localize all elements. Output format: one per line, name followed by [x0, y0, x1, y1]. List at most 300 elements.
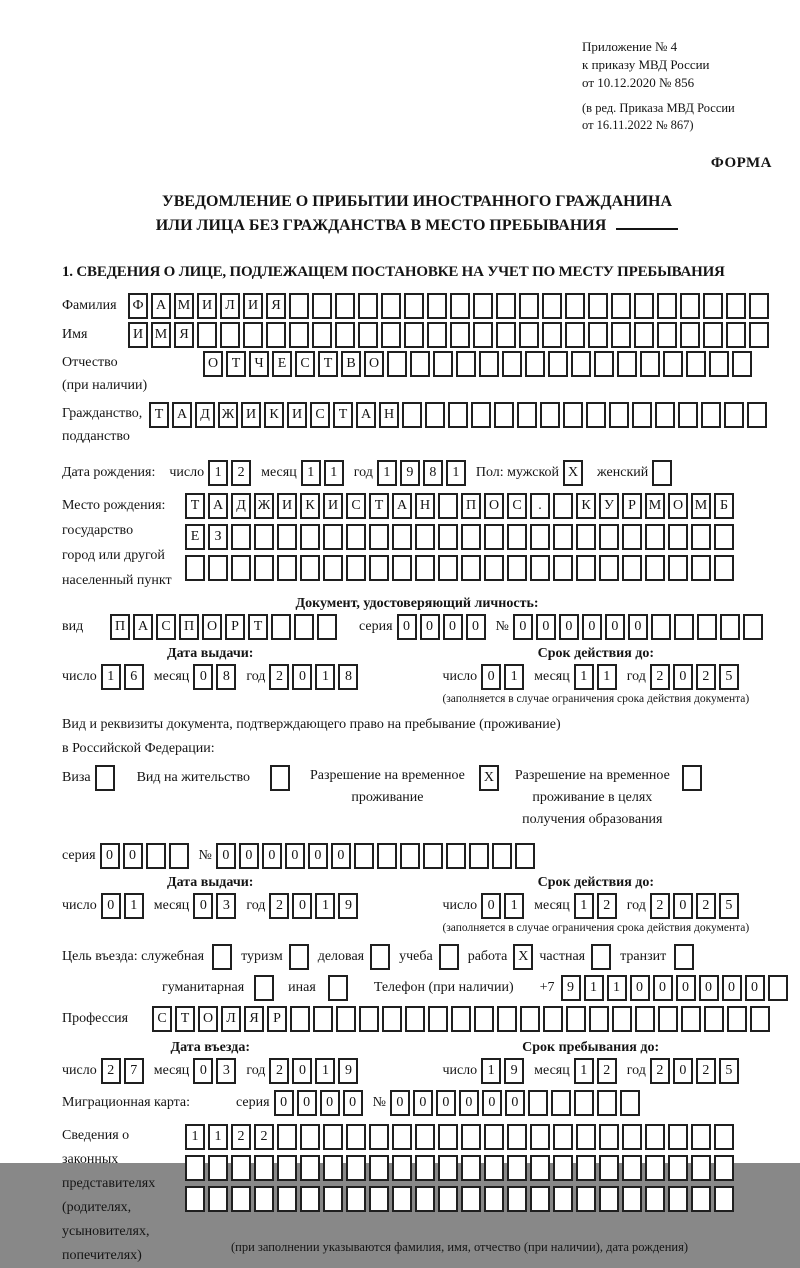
char-cell[interactable]: Я	[266, 293, 286, 319]
char-cell[interactable]: 1	[315, 664, 335, 690]
char-cell[interactable]	[289, 322, 309, 348]
char-cell[interactable]	[461, 555, 481, 581]
char-cell[interactable]	[439, 944, 459, 970]
char-cell[interactable]: 7	[124, 1058, 144, 1084]
sex-male-checkbox[interactable]	[563, 460, 583, 486]
char-cell[interactable]: 0	[292, 664, 312, 690]
char-cell[interactable]: М	[645, 493, 665, 519]
char-cell[interactable]: Л	[221, 1006, 241, 1032]
char-cell[interactable]: 2	[650, 664, 670, 690]
char-cell[interactable]: X	[479, 765, 499, 791]
char-cell[interactable]: 0	[653, 975, 673, 1001]
char-cell[interactable]	[317, 614, 337, 640]
char-cell[interactable]: Я	[174, 322, 194, 348]
char-cell[interactable]: А	[172, 402, 192, 428]
char-cell[interactable]: 1	[185, 1124, 205, 1150]
char-cell[interactable]	[231, 555, 251, 581]
char-cell[interactable]	[589, 1006, 609, 1032]
char-cell[interactable]: Т	[318, 351, 338, 377]
char-cell[interactable]	[599, 1186, 619, 1212]
citizenship-boxes[interactable]	[149, 402, 767, 428]
char-cell[interactable]	[691, 1155, 711, 1181]
char-cell[interactable]	[565, 293, 585, 319]
char-cell[interactable]	[208, 1155, 228, 1181]
char-cell[interactable]	[369, 555, 389, 581]
char-cell[interactable]: 0	[292, 1058, 312, 1084]
char-cell[interactable]	[300, 1124, 320, 1150]
char-cell[interactable]: 0	[505, 1090, 525, 1116]
char-cell[interactable]: 5	[719, 893, 739, 919]
representatives-boxes-2[interactable]	[185, 1155, 734, 1181]
char-cell[interactable]: О	[202, 614, 222, 640]
char-cell[interactable]	[655, 402, 675, 428]
char-cell[interactable]	[335, 293, 355, 319]
char-cell[interactable]: 9	[338, 893, 358, 919]
char-cell[interactable]: 0	[673, 1058, 693, 1084]
char-cell[interactable]	[415, 555, 435, 581]
entry-year-boxes[interactable]	[269, 1058, 358, 1084]
char-cell[interactable]: В	[341, 351, 361, 377]
char-cell[interactable]: 8	[338, 664, 358, 690]
char-cell[interactable]	[727, 1006, 747, 1032]
char-cell[interactable]	[576, 1124, 596, 1150]
char-cell[interactable]: 1	[504, 893, 524, 919]
char-cell[interactable]	[410, 351, 430, 377]
char-cell[interactable]: 1	[208, 460, 228, 486]
char-cell[interactable]: 1	[574, 893, 594, 919]
name-boxes[interactable]	[128, 322, 769, 348]
char-cell[interactable]	[336, 1006, 356, 1032]
char-cell[interactable]	[553, 493, 573, 519]
char-cell[interactable]: 0	[699, 975, 719, 1001]
char-cell[interactable]	[473, 322, 493, 348]
char-cell[interactable]	[566, 1006, 586, 1032]
char-cell[interactable]	[681, 1006, 701, 1032]
char-cell[interactable]	[428, 1006, 448, 1032]
char-cell[interactable]: А	[208, 493, 228, 519]
char-cell[interactable]: 8	[216, 664, 236, 690]
char-cell[interactable]	[328, 975, 348, 1001]
char-cell[interactable]	[461, 1124, 481, 1150]
char-cell[interactable]	[377, 843, 397, 869]
char-cell[interactable]	[438, 493, 458, 519]
char-cell[interactable]	[553, 524, 573, 550]
char-cell[interactable]	[438, 1186, 458, 1212]
char-cell[interactable]: 0	[297, 1090, 317, 1116]
char-cell[interactable]	[425, 402, 445, 428]
char-cell[interactable]: Л	[220, 293, 240, 319]
char-cell[interactable]: С	[507, 493, 527, 519]
char-cell[interactable]	[404, 293, 424, 319]
char-cell[interactable]: С	[310, 402, 330, 428]
char-cell[interactable]	[551, 1090, 571, 1116]
char-cell[interactable]: 0	[582, 614, 602, 640]
birth-year-boxes[interactable]	[377, 460, 466, 486]
char-cell[interactable]: 0	[413, 1090, 433, 1116]
purpose-business-checkbox[interactable]	[370, 944, 390, 970]
char-cell[interactable]	[680, 293, 700, 319]
char-cell[interactable]: Ч	[249, 351, 269, 377]
char-cell[interactable]	[576, 1186, 596, 1212]
char-cell[interactable]: 0	[285, 843, 305, 869]
char-cell[interactable]: 1	[481, 1058, 501, 1084]
char-cell[interactable]	[254, 1155, 274, 1181]
char-cell[interactable]	[402, 402, 422, 428]
char-cell[interactable]	[720, 614, 740, 640]
char-cell[interactable]: 1	[584, 975, 604, 1001]
char-cell[interactable]	[576, 555, 596, 581]
char-cell[interactable]: 1	[301, 460, 321, 486]
purpose-transit-checkbox[interactable]	[674, 944, 694, 970]
birth-place-boxes-3[interactable]	[185, 555, 734, 581]
char-cell[interactable]	[254, 555, 274, 581]
char-cell[interactable]: 0	[343, 1090, 363, 1116]
char-cell[interactable]: Т	[369, 493, 389, 519]
char-cell[interactable]	[704, 1006, 724, 1032]
char-cell[interactable]	[243, 322, 263, 348]
char-cell[interactable]: 3	[216, 893, 236, 919]
char-cell[interactable]	[146, 843, 166, 869]
purpose-work-checkbox[interactable]	[513, 944, 533, 970]
char-cell[interactable]: О	[364, 351, 384, 377]
char-cell[interactable]	[663, 351, 683, 377]
char-cell[interactable]	[686, 351, 706, 377]
char-cell[interactable]	[640, 351, 660, 377]
char-cell[interactable]: 0	[262, 843, 282, 869]
char-cell[interactable]	[461, 1155, 481, 1181]
char-cell[interactable]: К	[576, 493, 596, 519]
char-cell[interactable]: X	[513, 944, 533, 970]
patronymic-boxes[interactable]	[203, 351, 752, 377]
char-cell[interactable]	[599, 1155, 619, 1181]
char-cell[interactable]	[724, 402, 744, 428]
char-cell[interactable]	[208, 1186, 228, 1212]
char-cell[interactable]	[185, 1155, 205, 1181]
char-cell[interactable]: 2	[269, 893, 289, 919]
char-cell[interactable]: М	[174, 293, 194, 319]
char-cell[interactable]	[732, 351, 752, 377]
char-cell[interactable]: Т	[248, 614, 268, 640]
residence-issue-day-boxes[interactable]	[101, 893, 144, 919]
char-cell[interactable]: 2	[696, 1058, 716, 1084]
char-cell[interactable]	[254, 524, 274, 550]
char-cell[interactable]	[714, 1186, 734, 1212]
char-cell[interactable]: Ф	[128, 293, 148, 319]
char-cell[interactable]	[197, 322, 217, 348]
char-cell[interactable]: Ж	[254, 493, 274, 519]
stay-year-boxes[interactable]	[650, 1058, 739, 1084]
char-cell[interactable]	[323, 1155, 343, 1181]
char-cell[interactable]	[231, 1186, 251, 1212]
char-cell[interactable]	[714, 1124, 734, 1150]
char-cell[interactable]	[484, 524, 504, 550]
char-cell[interactable]	[323, 1124, 343, 1150]
char-cell[interactable]	[438, 524, 458, 550]
char-cell[interactable]	[212, 944, 232, 970]
char-cell[interactable]: Т	[226, 351, 246, 377]
char-cell[interactable]	[548, 351, 568, 377]
char-cell[interactable]	[678, 402, 698, 428]
char-cell[interactable]: 1	[315, 1058, 335, 1084]
char-cell[interactable]: Б	[714, 493, 734, 519]
char-cell[interactable]	[369, 1155, 389, 1181]
entry-day-boxes[interactable]	[101, 1058, 144, 1084]
char-cell[interactable]: 2	[696, 893, 716, 919]
char-cell[interactable]	[289, 293, 309, 319]
char-cell[interactable]: Д	[195, 402, 215, 428]
doc-issue-month-boxes[interactable]	[193, 664, 236, 690]
char-cell[interactable]	[507, 1155, 527, 1181]
char-cell[interactable]: П	[179, 614, 199, 640]
char-cell[interactable]	[438, 1155, 458, 1181]
char-cell[interactable]	[530, 555, 550, 581]
stay-month-boxes[interactable]	[574, 1058, 617, 1084]
char-cell[interactable]	[208, 555, 228, 581]
char-cell[interactable]	[674, 614, 694, 640]
char-cell[interactable]	[691, 1124, 711, 1150]
char-cell[interactable]	[658, 1006, 678, 1032]
char-cell[interactable]	[576, 1155, 596, 1181]
stay-day-boxes[interactable]	[481, 1058, 524, 1084]
char-cell[interactable]	[701, 402, 721, 428]
char-cell[interactable]	[369, 1186, 389, 1212]
char-cell[interactable]: 1	[324, 460, 344, 486]
char-cell[interactable]: А	[133, 614, 153, 640]
char-cell[interactable]	[300, 1155, 320, 1181]
char-cell[interactable]: А	[151, 293, 171, 319]
char-cell[interactable]: 0	[513, 614, 533, 640]
char-cell[interactable]	[645, 1155, 665, 1181]
char-cell[interactable]: 8	[423, 460, 443, 486]
purpose-other-checkbox[interactable]	[328, 975, 348, 1001]
char-cell[interactable]: 1	[574, 1058, 594, 1084]
char-cell[interactable]	[680, 322, 700, 348]
char-cell[interactable]: К	[300, 493, 320, 519]
char-cell[interactable]	[415, 1124, 435, 1150]
char-cell[interactable]: А	[392, 493, 412, 519]
char-cell[interactable]: Я	[244, 1006, 264, 1032]
char-cell[interactable]	[553, 555, 573, 581]
char-cell[interactable]: 9	[561, 975, 581, 1001]
char-cell[interactable]	[574, 1090, 594, 1116]
char-cell[interactable]	[370, 944, 390, 970]
char-cell[interactable]	[451, 1006, 471, 1032]
char-cell[interactable]	[530, 524, 550, 550]
char-cell[interactable]	[553, 1155, 573, 1181]
doc-valid-year-boxes[interactable]	[650, 664, 739, 690]
char-cell[interactable]	[392, 1124, 412, 1150]
char-cell[interactable]: 0	[466, 614, 486, 640]
char-cell[interactable]: 0	[239, 843, 259, 869]
char-cell[interactable]	[565, 322, 585, 348]
doc-valid-day-boxes[interactable]	[481, 664, 524, 690]
char-cell[interactable]	[668, 1124, 688, 1150]
char-cell[interactable]: 1	[208, 1124, 228, 1150]
char-cell[interactable]: И	[287, 402, 307, 428]
char-cell[interactable]	[652, 460, 672, 486]
surname-boxes[interactable]	[128, 293, 769, 319]
char-cell[interactable]: 0	[745, 975, 765, 1001]
char-cell[interactable]	[369, 1124, 389, 1150]
char-cell[interactable]	[668, 1186, 688, 1212]
char-cell[interactable]	[496, 322, 516, 348]
char-cell[interactable]	[427, 322, 447, 348]
char-cell[interactable]: С	[152, 1006, 172, 1032]
char-cell[interactable]: 0	[536, 614, 556, 640]
char-cell[interactable]	[474, 1006, 494, 1032]
char-cell[interactable]: Т	[185, 493, 205, 519]
char-cell[interactable]	[611, 322, 631, 348]
char-cell[interactable]	[703, 322, 723, 348]
char-cell[interactable]: 0	[390, 1090, 410, 1116]
char-cell[interactable]: О	[668, 493, 688, 519]
char-cell[interactable]	[622, 1186, 642, 1212]
char-cell[interactable]	[438, 555, 458, 581]
char-cell[interactable]	[768, 975, 788, 1001]
char-cell[interactable]	[450, 293, 470, 319]
residence-number-boxes[interactable]	[216, 843, 535, 869]
char-cell[interactable]	[622, 555, 642, 581]
char-cell[interactable]: И	[277, 493, 297, 519]
edu-permit-checkbox[interactable]	[682, 765, 702, 791]
char-cell[interactable]: Р	[225, 614, 245, 640]
char-cell[interactable]: 9	[400, 460, 420, 486]
char-cell[interactable]	[254, 975, 274, 1001]
doc-valid-month-boxes[interactable]	[574, 664, 617, 690]
char-cell[interactable]	[277, 555, 297, 581]
char-cell[interactable]	[294, 614, 314, 640]
char-cell[interactable]: 0	[481, 664, 501, 690]
char-cell[interactable]	[438, 1124, 458, 1150]
char-cell[interactable]	[674, 944, 694, 970]
sex-female-checkbox[interactable]	[652, 460, 672, 486]
char-cell[interactable]	[312, 322, 332, 348]
visa-checkbox[interactable]	[95, 765, 115, 791]
char-cell[interactable]: 1	[446, 460, 466, 486]
doc-issue-day-boxes[interactable]	[101, 664, 144, 690]
char-cell[interactable]: 0	[605, 614, 625, 640]
char-cell[interactable]: 0	[436, 1090, 456, 1116]
char-cell[interactable]	[651, 614, 671, 640]
char-cell[interactable]	[726, 293, 746, 319]
char-cell[interactable]	[691, 524, 711, 550]
char-cell[interactable]	[507, 1124, 527, 1150]
char-cell[interactable]	[220, 322, 240, 348]
char-cell[interactable]: 1	[101, 664, 121, 690]
char-cell[interactable]	[749, 293, 769, 319]
char-cell[interactable]: 0	[630, 975, 650, 1001]
char-cell[interactable]	[703, 293, 723, 319]
char-cell[interactable]	[323, 555, 343, 581]
char-cell[interactable]: И	[197, 293, 217, 319]
char-cell[interactable]	[423, 843, 443, 869]
char-cell[interactable]	[597, 1090, 617, 1116]
char-cell[interactable]	[448, 402, 468, 428]
char-cell[interactable]	[588, 322, 608, 348]
char-cell[interactable]	[586, 402, 606, 428]
char-cell[interactable]: 0	[481, 893, 501, 919]
char-cell[interactable]: 2	[101, 1058, 121, 1084]
char-cell[interactable]	[520, 1006, 540, 1032]
char-cell[interactable]: 5	[719, 1058, 739, 1084]
char-cell[interactable]	[450, 322, 470, 348]
residence-valid-month-boxes[interactable]	[574, 893, 617, 919]
char-cell[interactable]: 2	[650, 893, 670, 919]
purpose-humanitarian-checkbox[interactable]	[254, 975, 274, 1001]
char-cell[interactable]	[507, 555, 527, 581]
char-cell[interactable]: 0	[308, 843, 328, 869]
residence-issue-month-boxes[interactable]	[193, 893, 236, 919]
char-cell[interactable]	[461, 1186, 481, 1212]
char-cell[interactable]: П	[461, 493, 481, 519]
char-cell[interactable]	[668, 524, 688, 550]
char-cell[interactable]: М	[151, 322, 171, 348]
char-cell[interactable]: Ж	[218, 402, 238, 428]
char-cell[interactable]: 2	[597, 1058, 617, 1084]
char-cell[interactable]	[714, 524, 734, 550]
char-cell[interactable]: 0	[722, 975, 742, 1001]
char-cell[interactable]: Н	[379, 402, 399, 428]
char-cell[interactable]	[620, 1090, 640, 1116]
char-cell[interactable]	[645, 1124, 665, 1150]
char-cell[interactable]: Р	[622, 493, 642, 519]
temp-permit-checkbox[interactable]	[479, 765, 499, 791]
char-cell[interactable]: И	[241, 402, 261, 428]
char-cell[interactable]: X	[563, 460, 583, 486]
char-cell[interactable]: 9	[338, 1058, 358, 1084]
char-cell[interactable]	[254, 1186, 274, 1212]
char-cell[interactable]	[492, 843, 512, 869]
char-cell[interactable]	[517, 402, 537, 428]
char-cell[interactable]	[588, 293, 608, 319]
char-cell[interactable]: 1	[377, 460, 397, 486]
char-cell[interactable]	[599, 524, 619, 550]
char-cell[interactable]: 0	[193, 1058, 213, 1084]
phone-boxes[interactable]	[561, 975, 788, 1001]
char-cell[interactable]	[231, 1155, 251, 1181]
char-cell[interactable]	[404, 322, 424, 348]
char-cell[interactable]: 0	[628, 614, 648, 640]
char-cell[interactable]	[469, 843, 489, 869]
char-cell[interactable]	[497, 1006, 517, 1032]
char-cell[interactable]: 2	[254, 1124, 274, 1150]
purpose-official-checkbox[interactable]	[212, 944, 232, 970]
char-cell[interactable]	[591, 944, 611, 970]
char-cell[interactable]: 2	[696, 664, 716, 690]
char-cell[interactable]	[415, 1155, 435, 1181]
char-cell[interactable]: С	[295, 351, 315, 377]
char-cell[interactable]: 1	[315, 893, 335, 919]
char-cell[interactable]	[346, 1155, 366, 1181]
char-cell[interactable]	[479, 351, 499, 377]
char-cell[interactable]	[289, 944, 309, 970]
char-cell[interactable]	[323, 524, 343, 550]
char-cell[interactable]: 5	[719, 664, 739, 690]
doc-kind-boxes[interactable]	[110, 614, 337, 640]
char-cell[interactable]: 0	[673, 893, 693, 919]
birth-month-boxes[interactable]	[301, 460, 344, 486]
char-cell[interactable]	[290, 1006, 310, 1032]
char-cell[interactable]	[635, 1006, 655, 1032]
char-cell[interactable]	[335, 322, 355, 348]
char-cell[interactable]: О	[484, 493, 504, 519]
char-cell[interactable]	[634, 293, 654, 319]
char-cell[interactable]	[743, 614, 763, 640]
char-cell[interactable]	[599, 555, 619, 581]
doc-number-boxes[interactable]	[513, 614, 763, 640]
char-cell[interactable]	[542, 293, 562, 319]
purpose-study-checkbox[interactable]	[439, 944, 459, 970]
